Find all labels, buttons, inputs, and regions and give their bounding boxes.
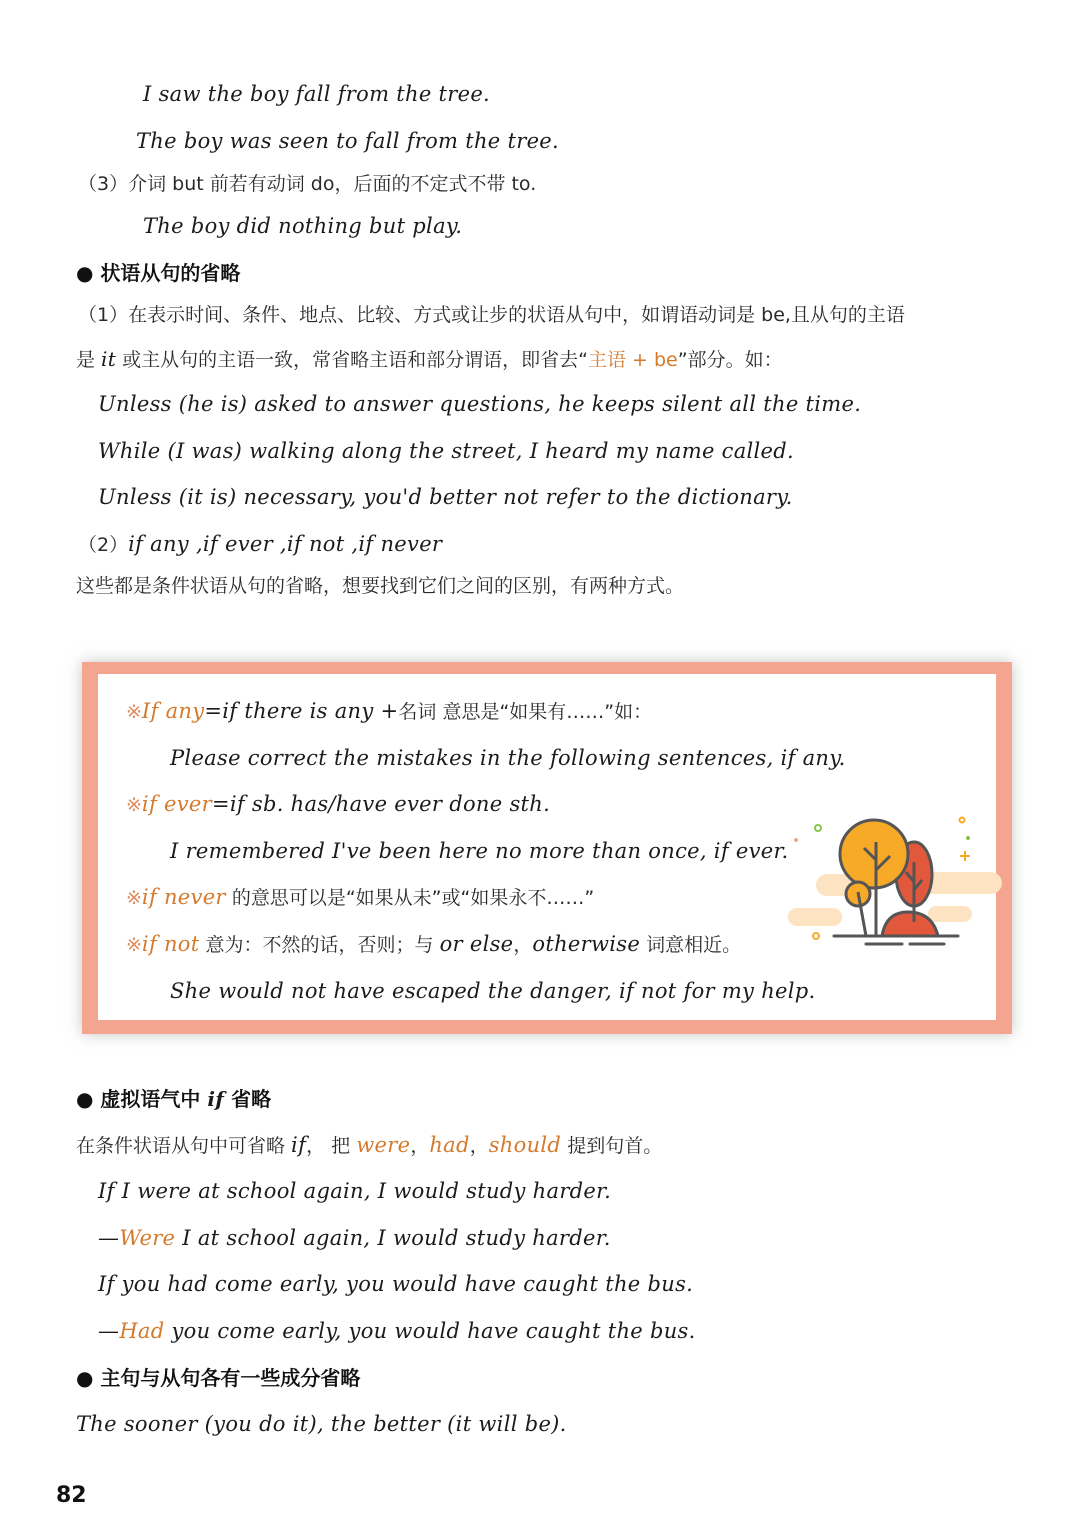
section-heading: ● 主句与从句各有一些成分省略 xyxy=(76,1366,361,1390)
rule-text: （3）介词 but 前若有动词 do，后面的不定式不带 to. xyxy=(78,173,537,195)
example-sentence: The sooner (you do it), the better (it will be). xyxy=(76,1412,567,1436)
box-line: ※if ever=if sb. has/have ever done sth. xyxy=(126,792,551,816)
bullet-icon: ● xyxy=(76,1366,94,1390)
rule-text: 在条件状语从句中可省略 if， 把 were，had，should 提到句首。 xyxy=(76,1133,663,1157)
rule-text: （2）if any ,if ever ,if not ,if never xyxy=(78,532,443,556)
box-example: She would not have escaped the danger, if not for my help. xyxy=(170,979,816,1003)
section-heading: ● 虚拟语气中 if 省略 xyxy=(76,1087,272,1111)
box-example: I remembered I've been here no more than once, if ever. xyxy=(170,839,789,863)
bullet-icon: ● xyxy=(76,1087,94,1111)
bullet-icon: ● xyxy=(76,261,94,285)
highlight-text: 主语 + be xyxy=(587,349,678,371)
autumn-tree-illustration-icon xyxy=(782,812,1004,952)
section-heading: ● 状语从句的省略 xyxy=(76,261,241,285)
example-sentence: If I were at school again, I would study harder. xyxy=(98,1179,612,1203)
page-number: 82 xyxy=(56,1483,87,1508)
example-sentence: While (I was) walking along the street, I heard my name called. xyxy=(98,439,795,463)
box-example: Please correct the mistakes in the following sentences, if any. xyxy=(170,746,846,770)
reference-mark-icon: ※ xyxy=(126,701,142,723)
example-sentence: I saw the boy fall from the tree. xyxy=(143,82,491,106)
example-sentence: —Were I at school again, I would study harder. xyxy=(98,1226,611,1250)
reference-mark-icon: ※ xyxy=(126,887,142,909)
reference-mark-icon: ※ xyxy=(126,934,142,956)
rule-text: 是 it 或主从句的主语一致，常省略主语和部分谓语，即省去“主语 + be”部分。如： xyxy=(76,347,783,371)
example-sentence: The boy did nothing but play. xyxy=(143,214,463,238)
example-sentence: If you had come early, you would have caught the bus. xyxy=(98,1272,694,1296)
reference-mark-icon: ※ xyxy=(126,794,142,816)
example-sentence: The boy was seen to fall from the tree. xyxy=(136,129,560,153)
example-sentence: Unless (it is) necessary, you'd better not refer to the dictionary. xyxy=(98,485,793,509)
box-line: ※If any=if there is any +名词 意思是“如果有……”如： xyxy=(126,699,653,723)
box-line: ※if never 的意思可以是“如果从未”或“如果永不……” xyxy=(126,885,595,909)
example-sentence: —Had you come early, you would have caught the bus. xyxy=(98,1319,696,1343)
description-text: 这些都是条件状语从句的省略，想要找到它们之间的区别，有两种方式。 xyxy=(76,575,685,597)
box-line: ※if not 意为：不然的话，否则；与 or else，otherwise 词意相近。 xyxy=(126,932,742,956)
example-sentence: Unless (he is) asked to answer questions, he keeps silent all the time. xyxy=(98,392,862,416)
rule-text: （1）在表示时间、条件、地点、比较、方式或让步的状语从句中，如谓语动词是 be,且从句的主语 xyxy=(78,304,905,326)
